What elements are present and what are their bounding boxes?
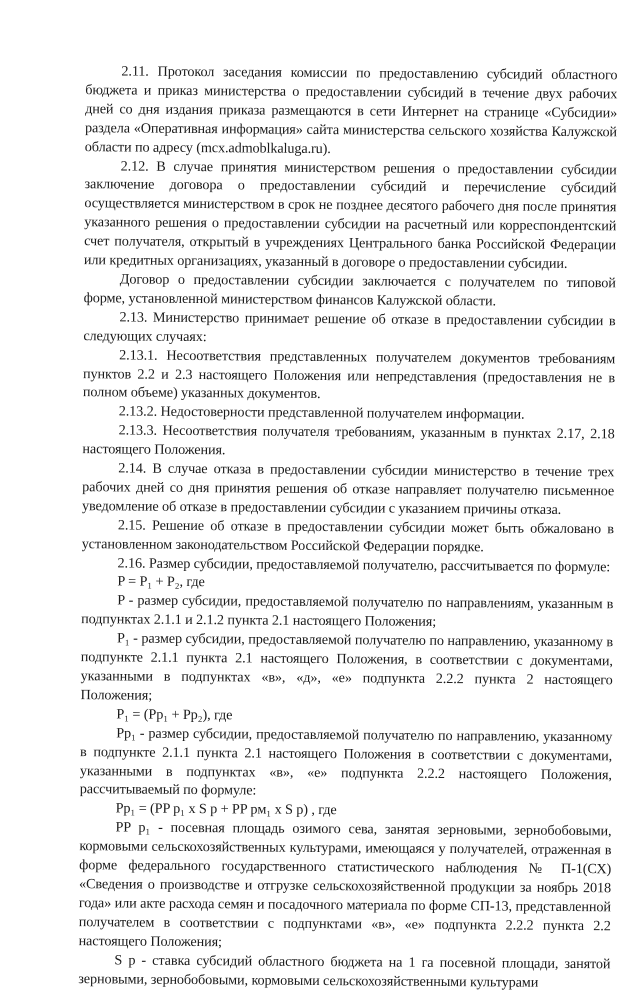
definition-p: P - размер субсидии, предоставляемой получателю по направлениям, указанным в подпунктах 2.1.1 и 2.1.2 пункта 2.1 настоящего Положения; <box>81 592 614 631</box>
paragraph-2-13-3: 2.13.3. Несоответствия получателя требованиям, указанным в пунктах 2.17, 2.18 настоящего Положения. <box>82 422 615 459</box>
paragraph-2-15: 2.15. Решение об отказе в предоставлении субсидии может быть обжаловано в установленном законодательством Российской Федерации порядке. <box>81 517 614 555</box>
paragraph-2-13: 2.13. Министерство принимает решение об отказе в предоставлении субсидии в следующих случаях: <box>83 309 616 345</box>
definition-pp-p1: PP p₁ - посевная площадь озимого сева, занятая зерновыми, зернобобовыми, кормовыми сельскохозяйственных культурами, имеющаяся у получателей, отраженная в форме федерального государственного статистического наблюдения № П-1(СХ) «Сведения о производстве и отгрузке сельскохозяйственной продукции за ноябрь 2018 года» или акте расхода семян и посадочного материала по форме СП-13, представленной получателем в соответствии с подпунктами «в», «е» подпункта 2.2.2 пункта 2.2 настоящего Положения; <box>78 819 612 950</box>
definition-p1: P₁ - размер субсидии, предоставляемой получателю по направлению, указанному в подпункте 2.1.1 пункта 2.1 настоящего Положения, в соответствии с документами, указанными в подпунктах «в», «д», «е» подпункта 2.2.2 пункта 2 настоящего Положения; <box>80 630 614 704</box>
paragraph-contract: Договор о предоставлении субсидии заключается с получателем по типовой форме, установленной министерством финансов Калужской области. <box>83 271 616 310</box>
definition-s-p: S p - ставка субсидий областного бюджета на 1 га посевной площади, занятой зерновыми, зернобобовыми, кормовыми сельскохозяйственными культурами <box>78 952 611 991</box>
paragraph-2-12: 2.12. В случае принятия министерством решения о предоставлении субсидии заключение договора о предоставлении субсидий и перечисление субсидий осуществляется министерством в срок не позднее десятого рабочего дня после принятия указанного решения о предоставлении субсидии на расчетный или корреспондентский счет получателя, открытый в учреждениях Центрального банка Российской Федерации или кредитных организациях, указанный в договоре о предоставлении субсидии. <box>83 157 617 273</box>
paragraph-2-13-1: 2.13.1. Несоответствия представленных получателем документов требованиям пунктов 2.2 и 2.3 настоящего Положения или непредставления (предоставления не в полном объеме) указанных документов. <box>82 347 616 403</box>
paragraph-2-13-2: 2.13.2. Недостоверности представленной получателем информации. <box>118 403 525 423</box>
paragraph-2-16: 2.16. Размер субсидии, предоставляемой получателю, рассчитывается по формуле: <box>117 554 611 575</box>
formula-p: P = P₁ + P₂, где <box>117 573 205 591</box>
paragraph-2-14: 2.14. В случае отказа в предоставлении субсидии министерство в течение трех рабочих дней со дня принятия решения об отказе направляет получателю письменное уведомление об отказе в предоставлении субсидии с указанием причины отказа. <box>81 460 615 518</box>
definition-pp1: Pp₁ - размер субсидии, предоставляемой получателю по направлению, указанному в подпункте 2.1.1 пункта 2.1 настоящего Положения в соответствии с документами, указанными в подпунктах «в», «е» подпункта 2.2.2 настоящего Положения, рассчитываемый по формуле: <box>79 725 613 799</box>
formula-pp1: Pp₁ = (PP p₁ x S p + PP pм₁ x S р) , где <box>115 800 337 819</box>
formula-p1: P₁ = (Pp₁ + Pp₂), где <box>116 706 233 724</box>
paragraph-2-11: 2.11. Протокол заседания комиссии по предоставлению субсидий областного бюджета и приказ министерства о предоставлении субсидий в течение двух рабочих дней со дня издания приказа размещаются в сети Интернет на странице «Субсидии» раздела «Оперативная информация» сайта министерства сельского хозяйства Калужской области по адресу (mcx.admoblkaluga.ru). <box>84 63 618 157</box>
